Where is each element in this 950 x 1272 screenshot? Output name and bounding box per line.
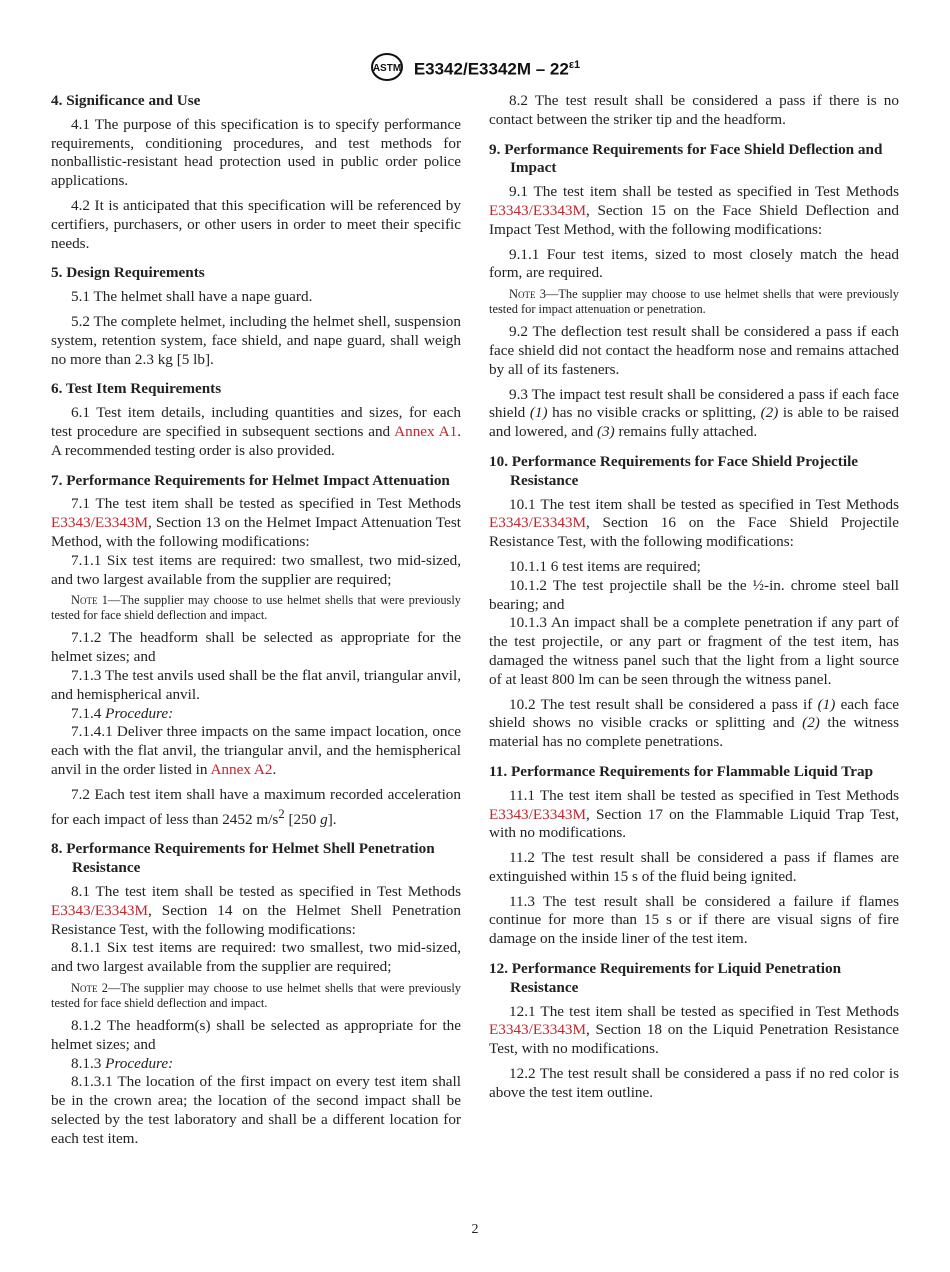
paragraph: 8.1.2 The headform(s) shall be selected as appropriate for the helmet sizes; and (51, 1016, 461, 1053)
paragraph: 7.2 Each test item shall have a maximum recorded acceleration for each impact of less than 2452 $m/s^2$ [250 g]. (51, 785, 461, 828)
paragraph: 4.1 The purpose of this specification is to specify performance requirements, conditioning procedures, and test methods for nonballistic-resistant head protection used in public order police applications. (51, 115, 461, 190)
paragraph: 12.2 The test result shall be considered a pass if no red color is above the test item outline. (489, 1065, 899, 1101)
paragraph: 8.1.3.1 The location of the first impact on every test item shall be in the crown area; the location of the second impact shall be selected by the test laboratory and shall be a different location for each test item. (51, 1073, 461, 1147)
svg-text:ASTM: ASTM (372, 63, 401, 74)
paragraph: 10.1 The test item shall be tested as specified in Test Methods E3343/E3343M, Section 16 on the Face Shield Projectile Resistance Test, with the following modifications: (489, 495, 899, 551)
paragraph: 11.2 The test result shall be considered a pass if flames are extinguished within 15 s of the fluid being ignited. (489, 849, 899, 885)
note: Note 3—The supplier may choose to use helmet shells that were previously tested for impact attenuation or penetration. (489, 287, 899, 317)
paragraph: 7.1.1 Six test items are required: two smallest, two mid-sized, and two largest available from the supplier are required; (51, 551, 461, 588)
paragraph: 8.1.1 Six test items are required: two smallest, two mid-sized, and two largest available from the supplier are required; (51, 939, 461, 976)
e3343-link[interactable]: E3343/E3343M (489, 514, 587, 532)
section-heading: 7. Performance Requirements for Helmet Impact Attenuation (51, 471, 450, 489)
paragraph: 5.1 The helmet shall have a nape guard. (71, 288, 313, 306)
note: Note 2—The supplier may choose to use helmet shells that were previously tested for face shield deflection and impact. (51, 980, 461, 1010)
section-heading: 5. Design Requirements (51, 264, 205, 282)
page-number: 2 (471, 1222, 479, 1237)
paragraph: 12.1 The test item shall be tested as specified in Test Methods E3343/E3343M, Section 18 on the Liquid Penetration Resistance Test, with no modifications. (489, 1002, 899, 1058)
paragraph: 8.1.3 Procedure: (71, 1054, 174, 1072)
paragraph: 11.1 The test item shall be tested as specified in Test Methods E3343/E3343M, Section 17 on the Flammable Liquid Trap Test, with no modifications. (489, 786, 899, 842)
left-column (51, 92, 461, 1149)
paragraph: 4.2 It is anticipated that this specification will be referenced by certifiers, purchasers, or other users in order to meet their specific needs. (51, 196, 461, 252)
section-heading: 4. Significance and Use (51, 92, 201, 109)
section-heading: 6. Test Item Requirements (51, 380, 222, 398)
paragraph: 9.3 The impact test result shall be considered a pass if each face shield (1) has no visible cracks or splitting, (2) is able to be raised and lowered, and (3) remains fully attached. (489, 385, 899, 441)
paragraph: 7.1.2 The headform shall be selected as appropriate for the helmet sizes; and (51, 629, 461, 666)
paragraph: 6.1 Test item details, including quantities and sizes, for each test procedure are specified in subsequent sections and Annex A1. A recommended testing order is also provided. (51, 404, 461, 459)
section-heading: 8. Performance Requirements for Helmet Shell Penetration Resistance (51, 840, 435, 877)
paragraph: 7.1 The test item shall be tested as specified in Test Methods E3343/E3343M, Section 13 on the Helmet Impact Attenuation Test Method, with the following modifications: (51, 495, 461, 550)
section-heading: 11. Performance Requirements for Flammable Liquid Trap (489, 762, 874, 780)
right-column (489, 92, 899, 1109)
note: Note 1—The supplier may choose to use helmet shells that were previously tested for face shield deflection and impact. (51, 593, 461, 623)
paragraph: 10.2 The test result shall be considered a pass if (1) each face shield shows no visible cracks or splitting and (2) the witness material has no complete penetrations. (489, 695, 900, 751)
page-header (0, 52, 950, 87)
paragraph: 8.2 The test result shall be considered a pass if there is no contact between the striker tip and the headform. (489, 92, 899, 128)
paragraph: 9.1 The test item shall be tested as specified in Test Methods E3343/E3343M, Section 15 on the Face Shield Deflection and Impact Test Method, with the following modifications: (489, 183, 899, 238)
section-heading: 12. Performance Requirements for Liquid Penetration Resistance (489, 960, 842, 996)
paragraph: 8.1 The test item shall be tested as specified in Test Methods E3343/E3343M, Section 14 on the Helmet Shell Penetration Resistance Test, with the following modifications: (51, 882, 461, 938)
paragraph: 5.2 The complete helmet, including the helmet shell, suspension system, retention system, face shield, and nape guard, shall weigh no more than 2.3 kg [5 lb]. (51, 312, 461, 368)
annex-a1-link[interactable]: Annex A1 (394, 422, 458, 440)
paragraph: 9.1.1 Four test items, sized to most closely match the head form, are required. (489, 245, 899, 282)
paragraph: 10.1.3 An impact shall be a complete penetration if any part of the test projectile, or any part or fragment of the test item, has damaged the witness panel such that the light from a light source of at least 800 lm can be seen through the witness panel. (489, 614, 899, 688)
e3343-link[interactable]: E3343/E3343M (489, 1021, 587, 1039)
document-designation: $E3342/E3342M - 22^{\varepsilon 1}$ (413, 59, 581, 79)
e3343-link[interactable]: E3343/E3343M (51, 514, 149, 532)
e3343-link[interactable]: E3343/E3343M (51, 901, 149, 919)
paragraph: 10.1.2 The test projectile shall be the ½-in. chrome steel ball bearing; and (489, 576, 899, 613)
e3343-link[interactable]: E3343/E3343M (489, 805, 587, 823)
section-heading: 9. Performance Requirements for Face Shield Deflection and Impact (489, 140, 883, 177)
paragraph: 7.1.4.1 Deliver three impacts on the same impact location, once each with the flat anvil, the triangular anvil, and the hemispherical anvil in the order listed in Annex A2. (51, 723, 461, 778)
paragraph: 7.1.3 The test anvils used shall be the flat anvil, triangular anvil, and hemispherical anvil. (51, 666, 461, 703)
paragraph: 10.1.1 6 test items are required; (509, 557, 701, 575)
paragraph: 11.3 The test result shall be considered a failure if flames continue for more than 15 s or if there are visual signs of fire damage on the inside liner of the test item. (489, 892, 899, 948)
astm-logo-icon (370, 52, 404, 87)
e3343-link[interactable]: E3343/E3343M (489, 201, 587, 219)
annex-a2-link[interactable]: Annex A2 (210, 760, 273, 778)
paragraph: 7.1.4 Procedure: (71, 704, 174, 722)
section-heading: 10. Performance Requirements for Face Shield Projectile Resistance (489, 452, 859, 489)
paragraph: 9.2 The deflection test result shall be considered a pass if each face shield did not contact the headform nose and remains attached by all of its fasteners. (489, 323, 899, 378)
